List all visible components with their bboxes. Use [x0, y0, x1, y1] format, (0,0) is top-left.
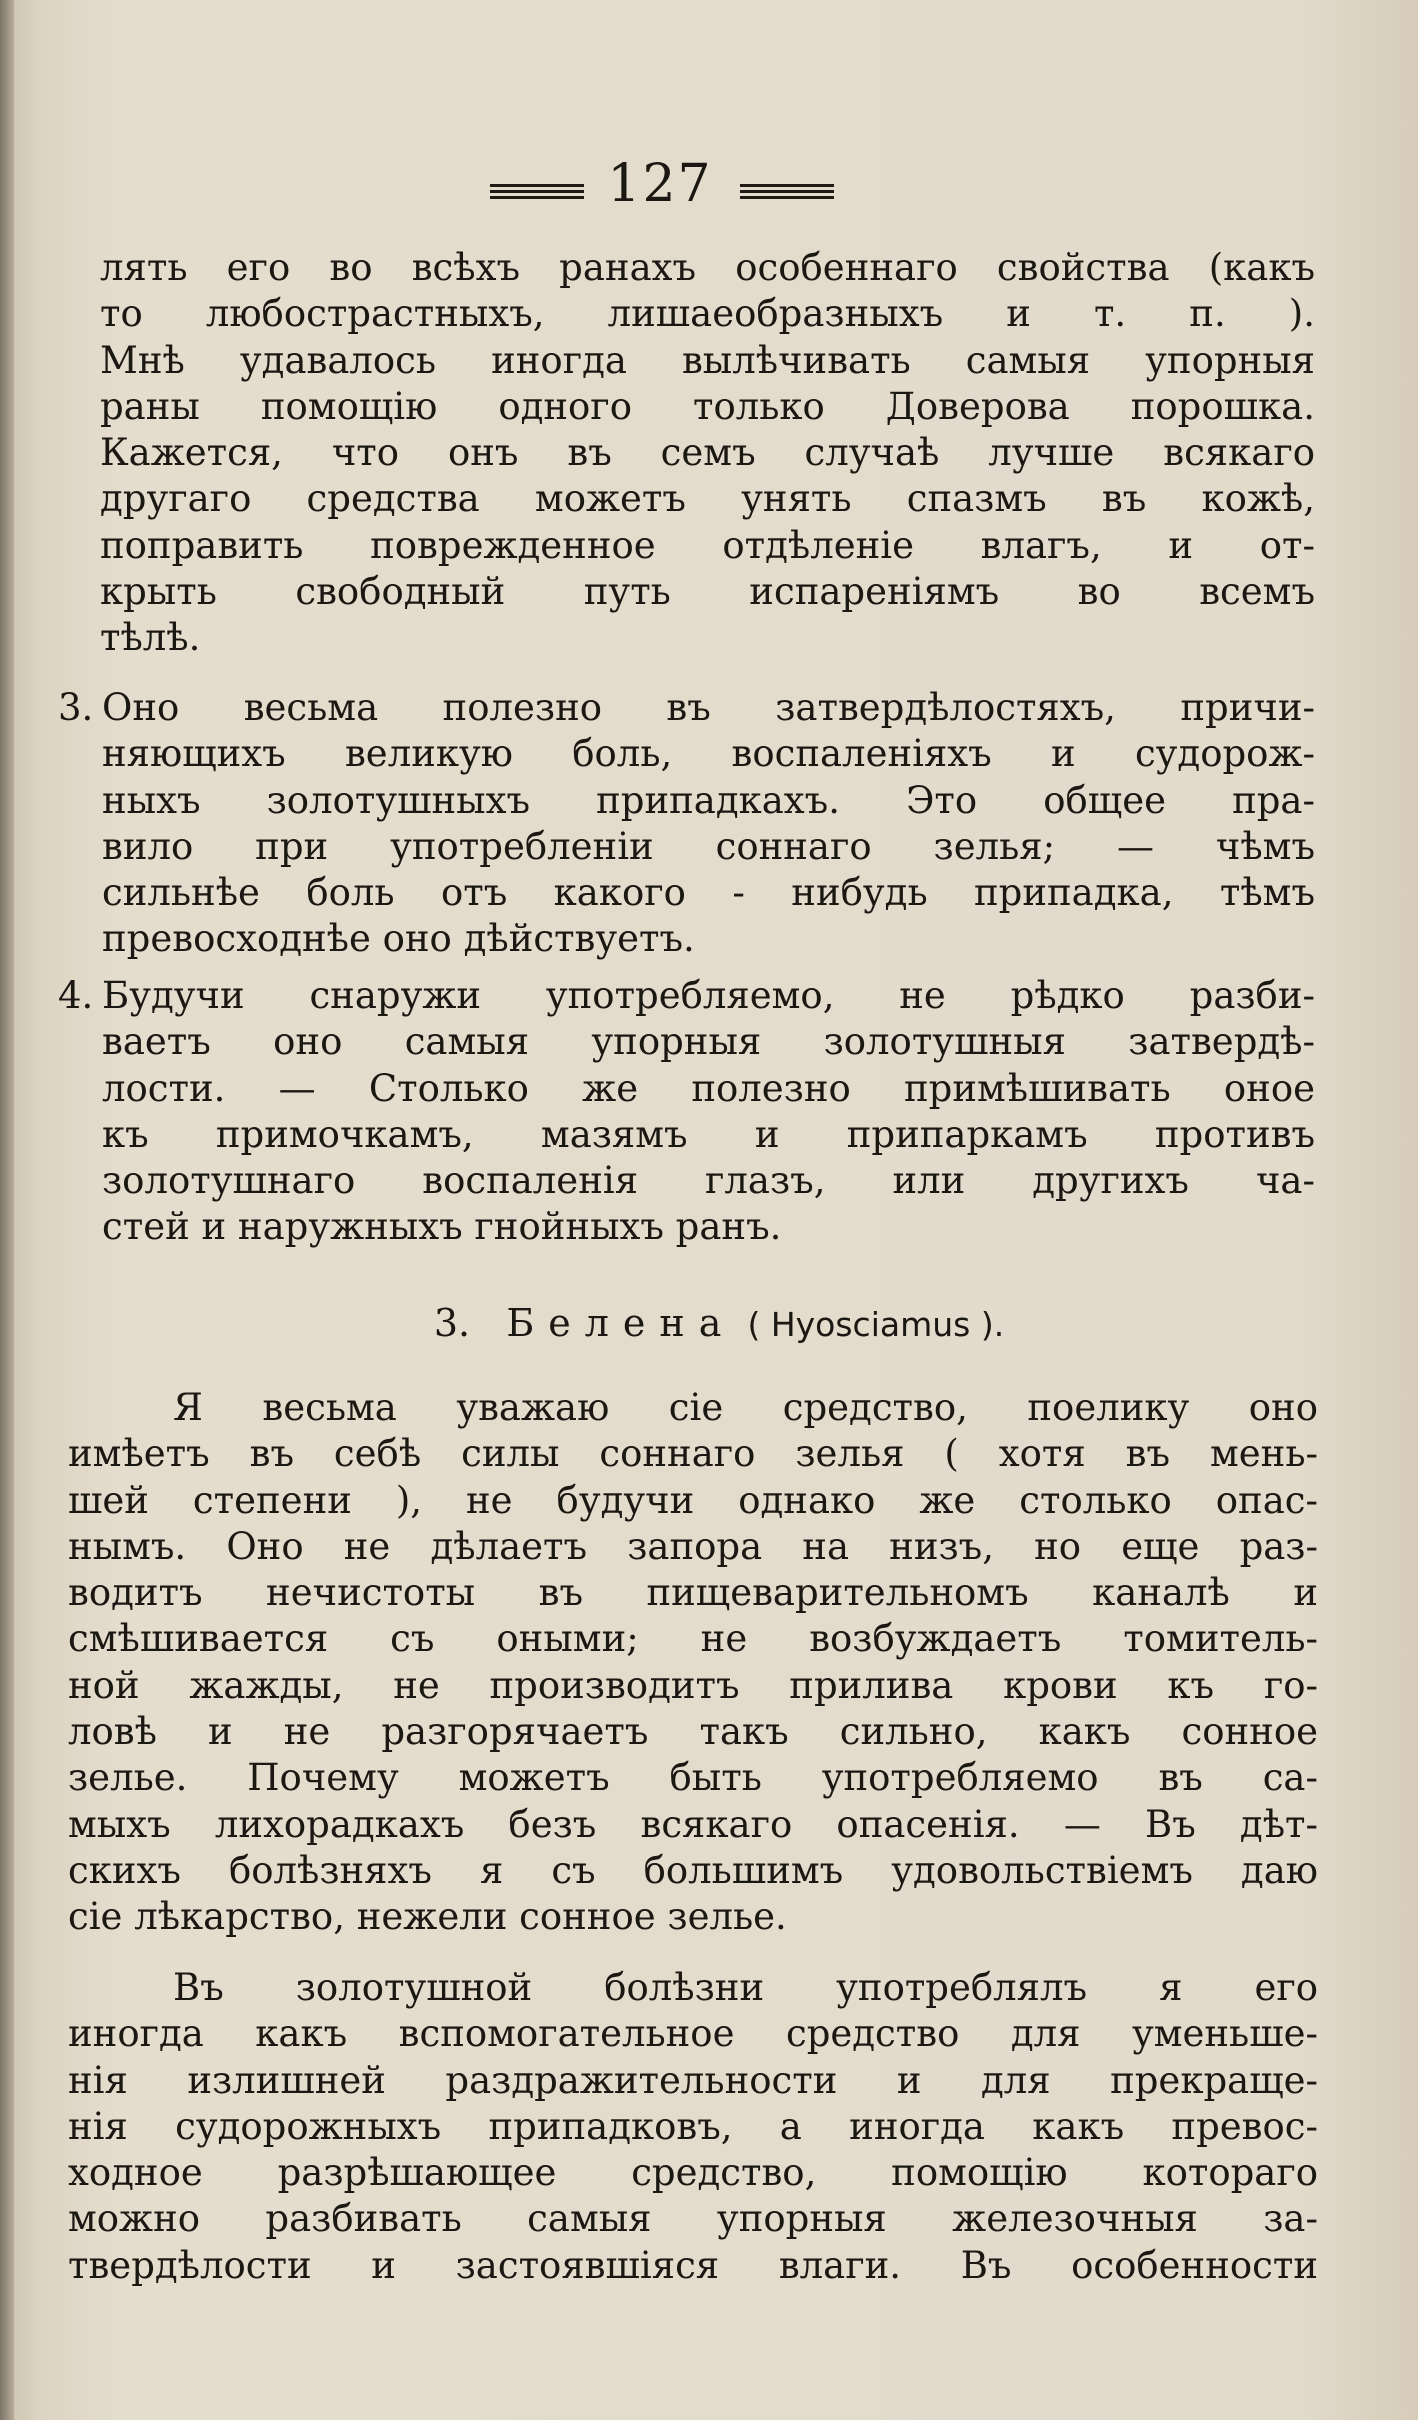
section-number: 3.	[433, 1301, 471, 1345]
text-line: можно разбивать самыя упорныя железочныя за-	[68, 2197, 1318, 2241]
text-line: стей и наружныхъ гнойныхъ ранъ.	[102, 1205, 782, 1249]
text-line: сильнѣе боль отъ какого - нибудь припадка, тѣмъ	[102, 871, 1315, 915]
text-line: поправить поврежденное отдѣленіе влагъ, и от-	[100, 523, 1315, 567]
text-line: тѣлѣ.	[100, 616, 201, 660]
text-line: водитъ нечистоты въ пищеварительномъ каналѣ и	[68, 1571, 1318, 1615]
text-line: смѣшивается съ оными; не возбуждаетъ томитель-	[68, 1617, 1318, 1661]
page-header	[0, 150, 1418, 230]
text-line: превосходнѣе оно дѣйствуетъ.	[102, 917, 695, 961]
paragraph	[68, 1385, 1318, 1941]
header-rule-left	[490, 184, 584, 200]
section-latin-name: ( Hyosciamus ).	[747, 1305, 1005, 1344]
text-line: крыть свободный путь испареніямъ во всемъ	[100, 570, 1315, 614]
page-gutter-shadow	[0, 0, 14, 2420]
text-line: Оно весьма полезно въ затвердѣлостяхъ, причи-	[102, 686, 1315, 729]
text-line: ныхъ золотушныхъ припадкахъ. Это общее пра-	[102, 778, 1315, 822]
list-item-number: 3.	[58, 686, 94, 729]
text-line: сіе лѣкарство, нежели сонное зелье.	[68, 1895, 787, 1939]
text-line: нымъ. Оно не дѣлаетъ запора на низъ, но еще раз-	[68, 1524, 1318, 1568]
text-line: вило при употребленіи соннаго зелья; — чѣмъ	[102, 824, 1315, 868]
text-line: ной жажды, не производитъ прилива крови къ го-	[68, 1663, 1318, 1707]
text-line: Мнѣ удавалось иногда вылѣчивать самыя упорныя	[100, 338, 1315, 382]
text-line: няющихъ великую боль, воспаленіяхъ и судорож-	[102, 732, 1315, 776]
text-line: Кажется, что онъ въ семъ случаѣ лучше всякаго	[100, 431, 1315, 475]
text-line: Въ золотушной болѣзни употреблялъ я его	[173, 1966, 1318, 2009]
page-number: 127	[607, 154, 713, 214]
list-item-text	[102, 685, 1315, 963]
header-rule-right	[740, 184, 834, 200]
text-line: зелье. Почему можетъ быть употребляемо въ са-	[68, 1756, 1318, 1800]
text-line: мыхъ лихорадкахъ безъ всякаго опасенія. — Въ дѣт-	[68, 1802, 1318, 1846]
text-line: ваетъ оно самыя упорныя золотушныя затвердѣ-	[102, 1020, 1315, 1064]
text-line: Я весьма уважаю сіе средство, поелику оно	[173, 1386, 1318, 1429]
text-line: лости. — Столько же полезно примѣшивать оное	[102, 1066, 1315, 1110]
text-line: то любострастныхъ, лишаеобразныхъ и т. п. ).	[100, 292, 1315, 336]
text-line: раны помощію одного только Доверова порошка.	[100, 384, 1315, 428]
text-line: твердѣлости и застоявшіяся влаги. Въ особенности	[68, 2243, 1318, 2287]
text-line: къ примочкамъ, мазямъ и припаркамъ противъ	[102, 1112, 1315, 1156]
text-line: имѣетъ въ себѣ силы соннаго зелья ( хотя въ мень-	[68, 1432, 1318, 1476]
text-line: шей степени ), не будучи однако же столько опас-	[68, 1478, 1318, 1522]
continuation-text	[100, 245, 1315, 662]
text-line: Будучи снаружи употребляемо, не рѣдко разби-	[102, 974, 1315, 1017]
list-item-text	[102, 973, 1315, 1251]
text-line: другаго средства можетъ унять спазмъ въ кожѣ,	[100, 477, 1315, 521]
section-title: Белена	[506, 1301, 736, 1345]
text-line: золотушнаго воспаленія глазъ, или другихъ ча-	[102, 1159, 1315, 1203]
text-line: лять его во всѣхъ ранахъ особеннаго свойства (какъ	[100, 246, 1315, 289]
text-line: ходное разрѣшающее средство, помощію котораго	[68, 2151, 1318, 2195]
text-line: нія излишней раздражительности и для прекраще-	[68, 2058, 1318, 2102]
list-item-number: 4.	[58, 974, 94, 1017]
text-line: ловѣ и не разгорячаетъ такъ сильно, какъ сонное	[68, 1710, 1318, 1754]
section-heading	[0, 1298, 1418, 1350]
text-line: скихъ болѣзняхъ я съ большимъ удовольствіемъ даю	[68, 1848, 1318, 1892]
text-line: нія судорожныхъ припадковъ, а иногда какъ превос-	[68, 2104, 1318, 2148]
text-line: иногда какъ вспомогательное средство для уменьше-	[68, 2012, 1318, 2056]
paragraph	[68, 1965, 1318, 2289]
